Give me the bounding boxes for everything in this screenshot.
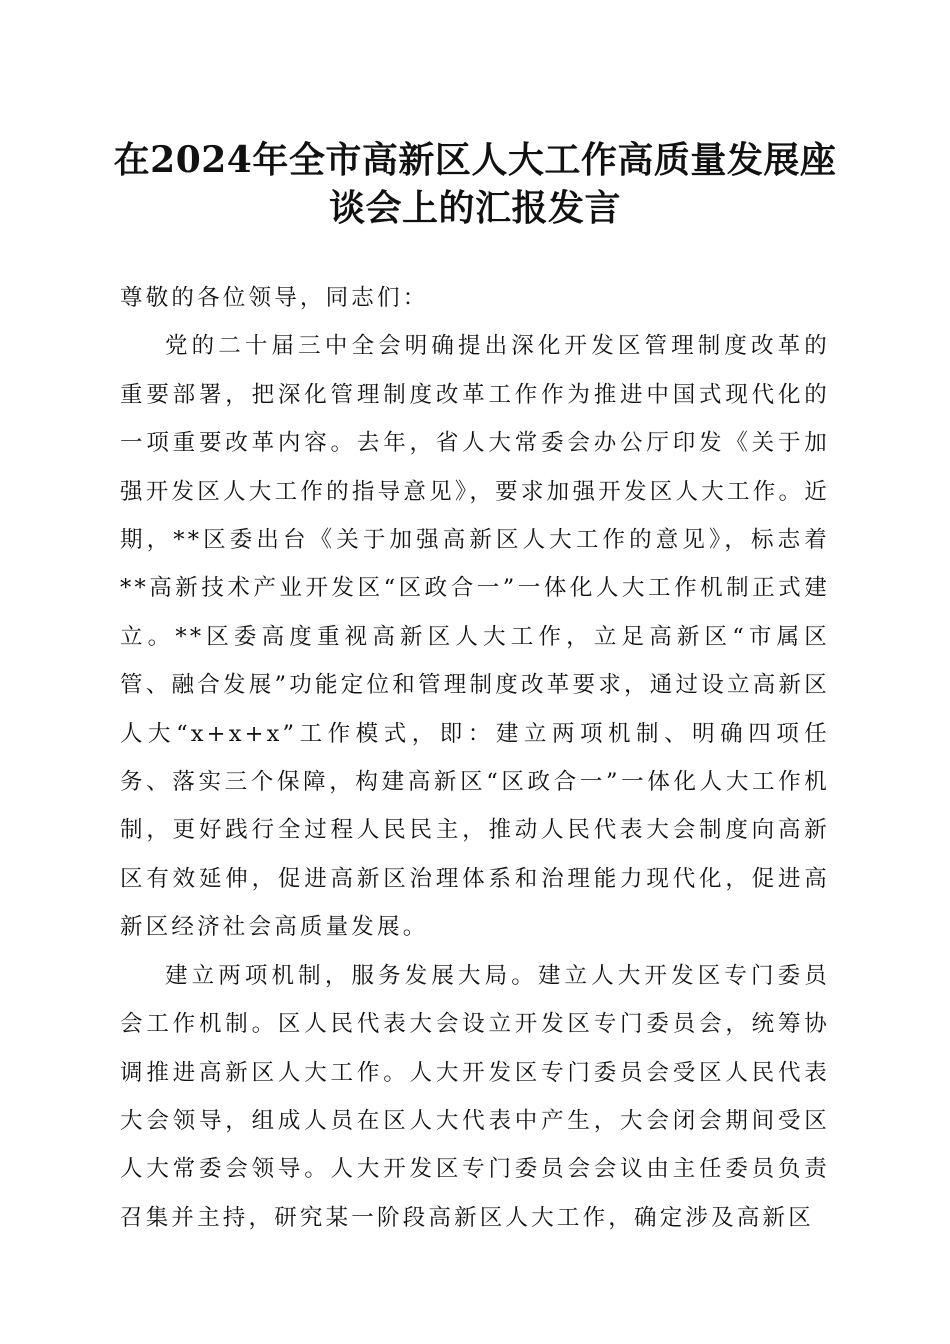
title-line-1: 在2024年全市高新区人大工作高质量发展座 [113, 139, 837, 181]
document-title [110, 136, 840, 232]
salutation: 尊敬的各位领导，同志们： [120, 285, 429, 311]
document-body [120, 274, 830, 1242]
paragraph-1: 党的二十届三中全会明确提出深化开发区管理制度改革的重要部署，把深化管理制度改革工作作为推进中国式现代化的一项重要改革内容。去年，省人大常委会办公厅印发《关于加强开发区人大工作的指导意见》，要求加强开发区人大工作。近期，**区委出台《关于加强高新区人大工作的意见》，标志着**高新技术产业开发区“区政合一”一体化人大工作机制正式建立。**区委高度重视高新区人大工作，立足高新区“市属区管、融合发展”功能定位和管理制度改革要求，通过设立高新区人大“x+x+x”工作模式，即：建立两项机制、明确四项任务、落实三个保障，构建高新区“区政合一”一体化人大工作机制，更好践行全过程人民民主，推动人民代表大会制度向高新区有效延伸，促进高新区治理体系和治理能力现代化，促进高新区经济社会高质量发展。 [120, 333, 830, 941]
title-line-2: 谈会上的汇报发言 [328, 187, 621, 229]
paragraph-2: 建立两项机制，服务发展大局。建立人大开发区专门委员会工作机制。区人民代表大会设立开发区专门委员会，统筹协调推进高新区人大工作。人大开发区专门委员会受区人民代表大会领导，组成人员在区人大代表中产生，大会闭会期间受区人大常委会领导。人大开发区专门委员会会议由主任委员负责召集并主持，研究某一阶段高新区人大工作，确定涉及高新区 [120, 962, 830, 1231]
